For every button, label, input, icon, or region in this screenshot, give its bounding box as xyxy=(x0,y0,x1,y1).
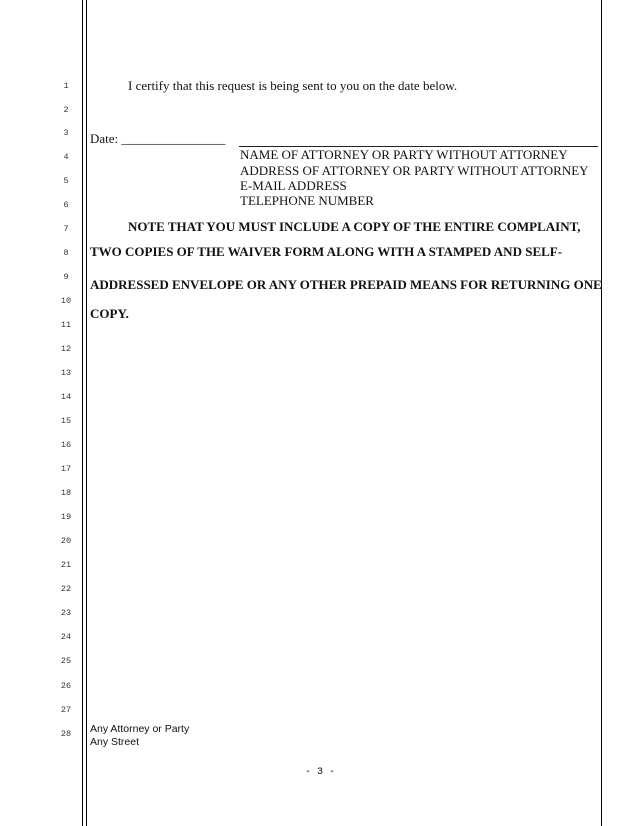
line-number: 25 xyxy=(60,656,72,666)
line-number: 8 xyxy=(63,248,69,258)
line-number: 17 xyxy=(60,464,72,474)
footer-street: Any Street xyxy=(90,736,140,748)
line-number: 4 xyxy=(63,152,69,162)
line-number: 15 xyxy=(60,416,72,426)
line-number: 7 xyxy=(63,224,69,234)
line-number: 18 xyxy=(60,488,72,498)
line-number: 14 xyxy=(60,392,72,402)
line-number: 12 xyxy=(60,344,72,354)
page-number: - 3 - xyxy=(304,767,336,778)
line-number: 27 xyxy=(60,705,72,715)
line-number: 5 xyxy=(63,176,69,186)
signature-name: NAME OF ATTORNEY OR PARTY WITHOUT ATTORNEY xyxy=(240,147,568,162)
line-number: 13 xyxy=(60,368,72,378)
line-number: 10 xyxy=(60,296,72,306)
line-number: 1 xyxy=(63,81,69,91)
signature-address: ADDRESS OF ATTORNEY OR PARTY WITHOUT ATTORNEY xyxy=(240,163,589,178)
certify-statement: I certify that this request is being sent to you on the date below. xyxy=(128,78,458,93)
right-margin-rule xyxy=(601,0,602,826)
line-number: 22 xyxy=(60,584,72,594)
line-number: 28 xyxy=(60,729,72,739)
line-number: 26 xyxy=(60,681,72,691)
notice-line-1: NOTE THAT YOU MUST INCLUDE A COPY OF THE ENTIRE COMPLAINT, xyxy=(128,219,581,234)
left-margin-rule-inner xyxy=(86,0,87,826)
footer-attorney: Any Attorney or Party xyxy=(90,723,190,735)
date-field: Date: ________________ xyxy=(90,131,226,146)
line-number: 19 xyxy=(60,512,72,522)
line-number: 3 xyxy=(63,128,69,138)
notice-line-4: COPY. xyxy=(90,306,129,321)
notice-line-3: ADDRESSED ENVELOPE OR ANY OTHER PREPAID MEANS FOR RETURNING ONE xyxy=(90,277,602,292)
line-number: 24 xyxy=(60,632,72,642)
line-number: 9 xyxy=(63,272,69,282)
line-number: 11 xyxy=(60,320,72,330)
line-number: 2 xyxy=(63,105,69,115)
line-number: 23 xyxy=(60,608,72,618)
left-margin-rule-outer xyxy=(82,0,83,826)
line-number: 6 xyxy=(63,200,69,210)
line-number: 21 xyxy=(60,560,72,570)
signature-email: E-MAIL ADDRESS xyxy=(240,178,347,193)
line-number: 20 xyxy=(60,536,72,546)
notice-line-2: TWO COPIES OF THE WAIVER FORM ALONG WITH A STAMPED AND SELF- xyxy=(90,244,563,259)
signature-phone: TELEPHONE NUMBER xyxy=(240,193,374,208)
line-number: 16 xyxy=(60,440,72,450)
